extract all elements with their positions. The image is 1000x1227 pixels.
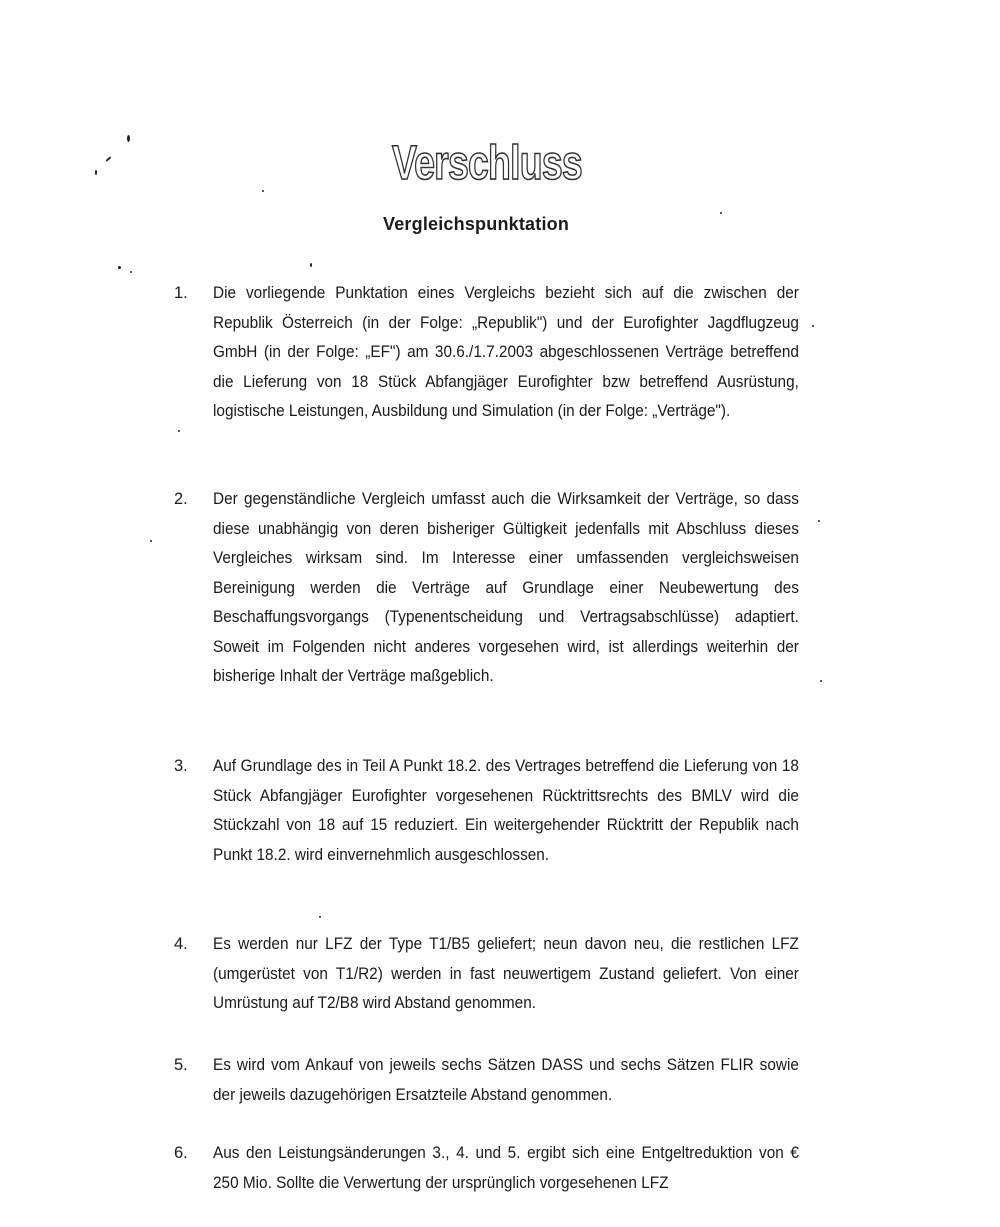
scan-speck xyxy=(720,212,722,214)
item-text: Der gegenständliche Vergleich umfasst auch die Wirksamkeit der Verträge, so dass diese unabhängig von deren bisheriger Gültigkeit jedenfalls mit Abschluss dieses Vergleiches wirksam sind. Im Interesse einer umfassenden vergleichsweisen Bereinigung werden die Verträge auf Grundlage einer Neubewertung des Beschaffungsvorgangs (Typenentscheidung und Vertragsabschlüsse) adaptiert. Soweit im Folgenden nicht anderes vorgesehen wird, ist allerdings weiterhin der bisherige Inhalt der Verträge maßgeblich. xyxy=(213,490,799,685)
scan-speck xyxy=(319,916,321,918)
scan-speck xyxy=(178,430,180,432)
item-number: 6. xyxy=(174,1144,188,1162)
item-text: Es wird vom Ankauf von jeweils sechs Sätzen DASS und sechs Sätzen FLIR sowie der jeweils dazugehörigen Ersatzteile Abstand genommen. xyxy=(213,1056,799,1104)
scan-speck xyxy=(262,190,264,192)
item-number: 3. xyxy=(174,757,188,775)
scan-speck xyxy=(310,263,312,267)
classification-stamp: Verschluss xyxy=(392,137,582,190)
item-text: Es werden nur LFZ der Type T1/B5 geliefert; neun davon neu, die restlichen LFZ (umgerüstet von T1/R2) werden in fast neuwertigem Zustand geliefert. Von einer Umrüstung auf T2/B8 wird Abstand genommen. xyxy=(213,935,799,1012)
scan-speck xyxy=(105,156,112,162)
item-number: 2. xyxy=(174,490,188,508)
scan-speck xyxy=(127,135,130,142)
item-number: 5. xyxy=(174,1056,188,1074)
scan-speck xyxy=(95,170,97,175)
scan-speck xyxy=(118,266,121,269)
item-text: Die vorliegende Punktation eines Vergleichs bezieht sich auf die zwischen der Republik Österreich (in der Folge: „Republik") und der Eurofighter Jagdflugzeug GmbH (in der Folge: „EF") am 30.6./1.7.2003 abgeschlossenen Verträge betreffend die Lieferung von 18 Stück Abfangjäger Eurofighter bzw betreffend Ausrüstung, logistische Leistungen, Ausbildung und Simulation (in der Folge: „Verträge"). xyxy=(213,284,799,420)
scan-speck xyxy=(150,540,152,542)
scan-speck xyxy=(130,271,132,273)
item-number: 1. xyxy=(174,284,188,302)
scan-speck xyxy=(820,680,822,682)
scan-speck xyxy=(812,325,814,327)
item-text: Auf Grundlage des in Teil A Punkt 18.2. des Vertrages betreffend die Lieferung von 18 Stück Abfangjäger Eurofighter vorgesehenen Rücktrittsrechts des BMLV wird die Stückzahl von 18 auf 15 reduziert. Ein weitergehender Rücktritt der Republik nach Punkt 18.2. wird einvernehmlich ausgeschlossen. xyxy=(213,757,799,864)
item-number: 4. xyxy=(174,935,188,953)
scan-speck xyxy=(818,520,820,522)
document-title: Vergleichspunktation xyxy=(383,214,570,234)
item-text: Aus den Leistungsänderungen 3., 4. und 5. ergibt sich eine Entgeltreduktion von € 250 Mio. Sollte die Verwertung der ursprünglich vorgesehenen LFZ xyxy=(213,1144,799,1192)
